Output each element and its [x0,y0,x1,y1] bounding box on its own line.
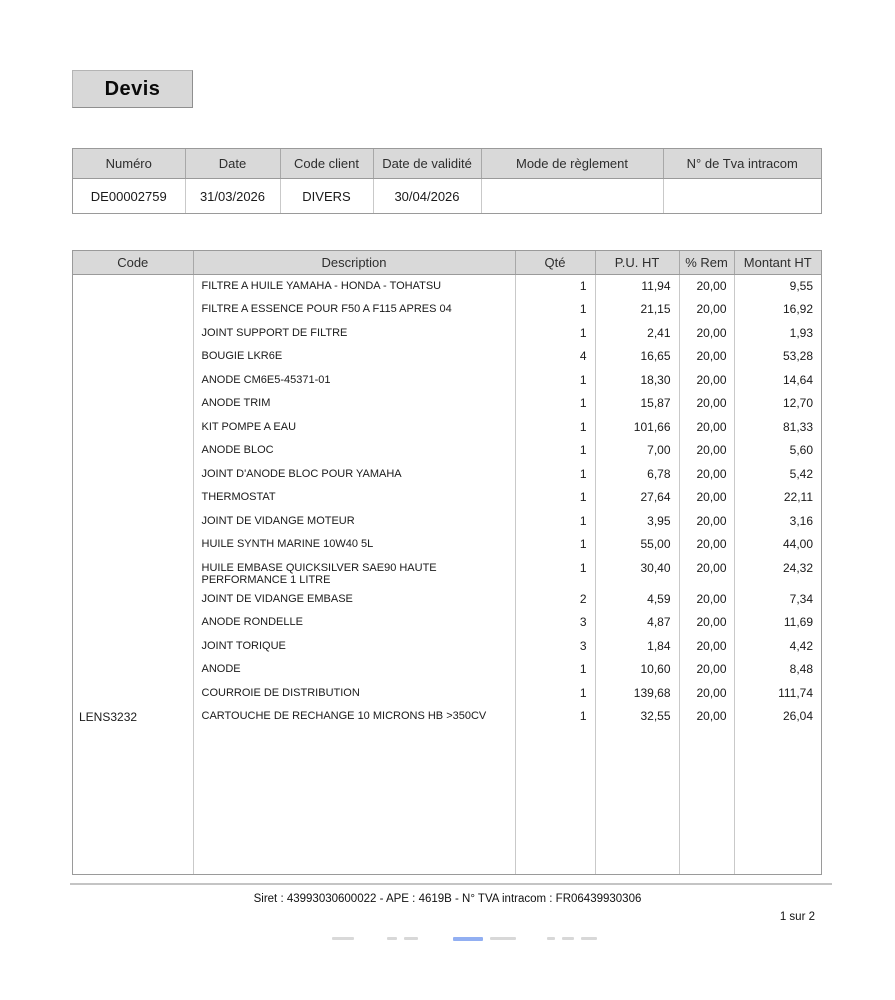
item-row [73,486,821,510]
item-row [73,533,821,557]
item-qty: 1 [515,392,595,416]
item-montant-ht: 4,42 [734,635,821,659]
cutoff-fragment [547,937,555,940]
item-pct-rem: 20,00 [679,533,734,557]
item-pct-rem: 20,00 [679,486,734,510]
header-description: Description [193,251,515,275]
item-pu-ht: 10,60 [595,658,679,682]
item-description: HUILE EMBASE QUICKSILVER SAE90 HAUTE PERFORMANCE 1 LITRE [193,557,515,588]
item-montant-ht: 14,64 [734,369,821,393]
value-code-client: DIVERS [280,179,373,214]
empty-cell [734,729,821,875]
item-description: ANODE RONDELLE [193,611,515,635]
item-pct-rem: 20,00 [679,345,734,369]
item-code [73,416,193,440]
item-row [73,298,821,322]
item-row [73,345,821,369]
item-pct-rem: 20,00 [679,322,734,346]
item-pu-ht: 6,78 [595,463,679,487]
item-pu-ht: 21,15 [595,298,679,322]
header-mode-reglement: Mode de règlement [481,149,663,179]
item-pct-rem: 20,00 [679,463,734,487]
item-pu-ht: 55,00 [595,533,679,557]
item-code [73,298,193,322]
item-pu-ht: 18,30 [595,369,679,393]
item-pu-ht: 1,84 [595,635,679,659]
item-montant-ht: 16,92 [734,298,821,322]
item-qty: 1 [515,369,595,393]
item-montant-ht: 3,16 [734,510,821,534]
item-qty: 1 [515,510,595,534]
item-montant-ht: 53,28 [734,345,821,369]
item-montant-ht: 11,69 [734,611,821,635]
header-numero: Numéro [73,149,185,179]
item-description: JOINT TORIQUE [193,635,515,659]
item-pct-rem: 20,00 [679,298,734,322]
item-pct-rem: 20,00 [679,557,734,588]
item-qty: 1 [515,705,595,729]
item-code [73,557,193,588]
item-description: JOINT D'ANODE BLOC POUR YAMAHA [193,463,515,487]
item-row [73,463,821,487]
item-qty: 1 [515,322,595,346]
item-description: HUILE SYNTH MARINE 10W40 5L [193,533,515,557]
item-qty: 1 [515,298,595,322]
cutoff-fragment [490,937,516,940]
cutoff-fragment [404,937,418,940]
item-description: ANODE BLOC [193,439,515,463]
page-indicator: 1 sur 2 [779,911,815,923]
item-pct-rem: 20,00 [679,682,734,706]
item-code [73,611,193,635]
item-pct-rem: 20,00 [679,588,734,612]
item-pct-rem: 20,00 [679,416,734,440]
empty-cell [679,729,734,875]
item-description: JOINT SUPPORT DE FILTRE [193,322,515,346]
item-pu-ht: 32,55 [595,705,679,729]
item-montant-ht: 26,04 [734,705,821,729]
item-pu-ht: 16,65 [595,345,679,369]
item-pu-ht: 3,95 [595,510,679,534]
item-pu-ht: 4,87 [595,611,679,635]
item-pct-rem: 20,00 [679,510,734,534]
item-description: FILTRE A HUILE YAMAHA - HONDA - TOHATSU [193,275,515,299]
siret-footer-text: Siret : 43993030600022 - APE : 4619B - N° TVA intracom : FR06439930306 [253,893,642,905]
item-code [73,345,193,369]
header-tva-intracom: N° de Tva intracom [663,149,821,179]
item-description: KIT POMPE A EAU [193,416,515,440]
item-pct-rem: 20,00 [679,369,734,393]
item-code [73,439,193,463]
item-row [73,705,821,729]
item-row [73,392,821,416]
item-code [73,658,193,682]
item-row [73,557,821,588]
item-row [73,658,821,682]
value-date: 31/03/2026 [185,179,280,214]
item-montant-ht: 12,70 [734,392,821,416]
item-qty: 1 [515,557,595,588]
empty-cell [193,729,515,875]
item-montant-ht: 9,55 [734,275,821,299]
quote-info-table [72,148,822,214]
item-qty: 1 [515,658,595,682]
item-montant-ht: 7,34 [734,588,821,612]
item-description: CARTOUCHE DE RECHANGE 10 MICRONS HB >350CV [193,705,515,729]
item-description: JOINT DE VIDANGE EMBASE [193,588,515,612]
item-montant-ht: 44,00 [734,533,821,557]
item-qty: 4 [515,345,595,369]
item-row [73,588,821,612]
item-row [73,611,821,635]
item-description: THERMOSTAT [193,486,515,510]
item-qty: 1 [515,533,595,557]
item-pu-ht: 4,59 [595,588,679,612]
header-montant-ht: Montant HT [734,251,821,275]
cutoff-fragment-blue [453,937,483,941]
item-pu-ht: 11,94 [595,275,679,299]
items-header-row [73,251,821,275]
item-pct-rem: 20,00 [679,275,734,299]
item-row [73,369,821,393]
item-code [73,533,193,557]
item-code [73,486,193,510]
info-value-row [73,179,821,214]
item-pct-rem: 20,00 [679,658,734,682]
cutoff-fragment [581,937,597,940]
document-title-box [72,70,193,108]
item-montant-ht: 5,42 [734,463,821,487]
item-qty: 3 [515,611,595,635]
item-code [73,322,193,346]
item-montant-ht: 5,60 [734,439,821,463]
header-date-validite: Date de validité [373,149,481,179]
item-row [73,275,821,299]
item-code [73,682,193,706]
item-qty: 1 [515,439,595,463]
item-row [73,416,821,440]
item-code [73,275,193,299]
header-code: Code [73,251,193,275]
item-qty: 1 [515,463,595,487]
item-pct-rem: 20,00 [679,705,734,729]
item-description: FILTRE A ESSENCE POUR F50 A F115 APRES 04 [193,298,515,322]
item-montant-ht: 22,11 [734,486,821,510]
item-pu-ht: 2,41 [595,322,679,346]
item-qty: 1 [515,275,595,299]
item-code [73,635,193,659]
cutoff-fragment [387,937,397,940]
item-row [73,439,821,463]
item-pu-ht: 7,00 [595,439,679,463]
item-row [73,635,821,659]
document-title: Devis [104,77,161,100]
item-pct-rem: 20,00 [679,611,734,635]
cutoff-fragment [562,937,574,940]
item-pu-ht: 139,68 [595,682,679,706]
item-pu-ht: 27,64 [595,486,679,510]
item-description: COURROIE DE DISTRIBUTION [193,682,515,706]
value-mode-reglement [481,179,663,214]
item-code [73,510,193,534]
item-code [73,463,193,487]
item-pu-ht: 101,66 [595,416,679,440]
empty-cell [595,729,679,875]
item-code [73,369,193,393]
item-row [73,682,821,706]
item-description: BOUGIE LKR6E [193,345,515,369]
footer-divider [70,883,832,885]
item-pct-rem: 20,00 [679,392,734,416]
item-pu-ht: 15,87 [595,392,679,416]
item-row [73,322,821,346]
header-date: Date [185,149,280,179]
header-code-client: Code client [280,149,373,179]
page-bottom-cutoff-line [332,937,632,944]
item-row [73,510,821,534]
header-pu-ht: P.U. HT [595,251,679,275]
header-qte: Qté [515,251,595,275]
item-code [73,392,193,416]
item-montant-ht: 24,32 [734,557,821,588]
item-code: LENS3232 [73,705,193,729]
item-montant-ht: 111,74 [734,682,821,706]
info-header-row [73,149,821,179]
item-pct-rem: 20,00 [679,635,734,659]
item-description: ANODE [193,658,515,682]
items-table [72,250,822,875]
items-table-body [73,275,821,875]
empty-cell [73,729,193,875]
item-montant-ht: 81,33 [734,416,821,440]
item-pu-ht: 30,40 [595,557,679,588]
value-tva-intracom [663,179,821,214]
item-description: ANODE TRIM [193,392,515,416]
value-numero: DE00002759 [73,179,185,214]
item-qty: 2 [515,588,595,612]
value-date-validite: 30/04/2026 [373,179,481,214]
cutoff-fragment [332,937,354,940]
item-montant-ht: 8,48 [734,658,821,682]
item-qty: 1 [515,416,595,440]
item-qty: 1 [515,682,595,706]
item-code [73,588,193,612]
empty-filler-row [73,729,821,875]
header-pct-rem: % Rem [679,251,734,275]
item-pct-rem: 20,00 [679,439,734,463]
item-qty: 1 [515,486,595,510]
item-montant-ht: 1,93 [734,322,821,346]
item-description: ANODE CM6E5-45371-01 [193,369,515,393]
item-description: JOINT DE VIDANGE MOTEUR [193,510,515,534]
item-qty: 3 [515,635,595,659]
empty-cell [515,729,595,875]
